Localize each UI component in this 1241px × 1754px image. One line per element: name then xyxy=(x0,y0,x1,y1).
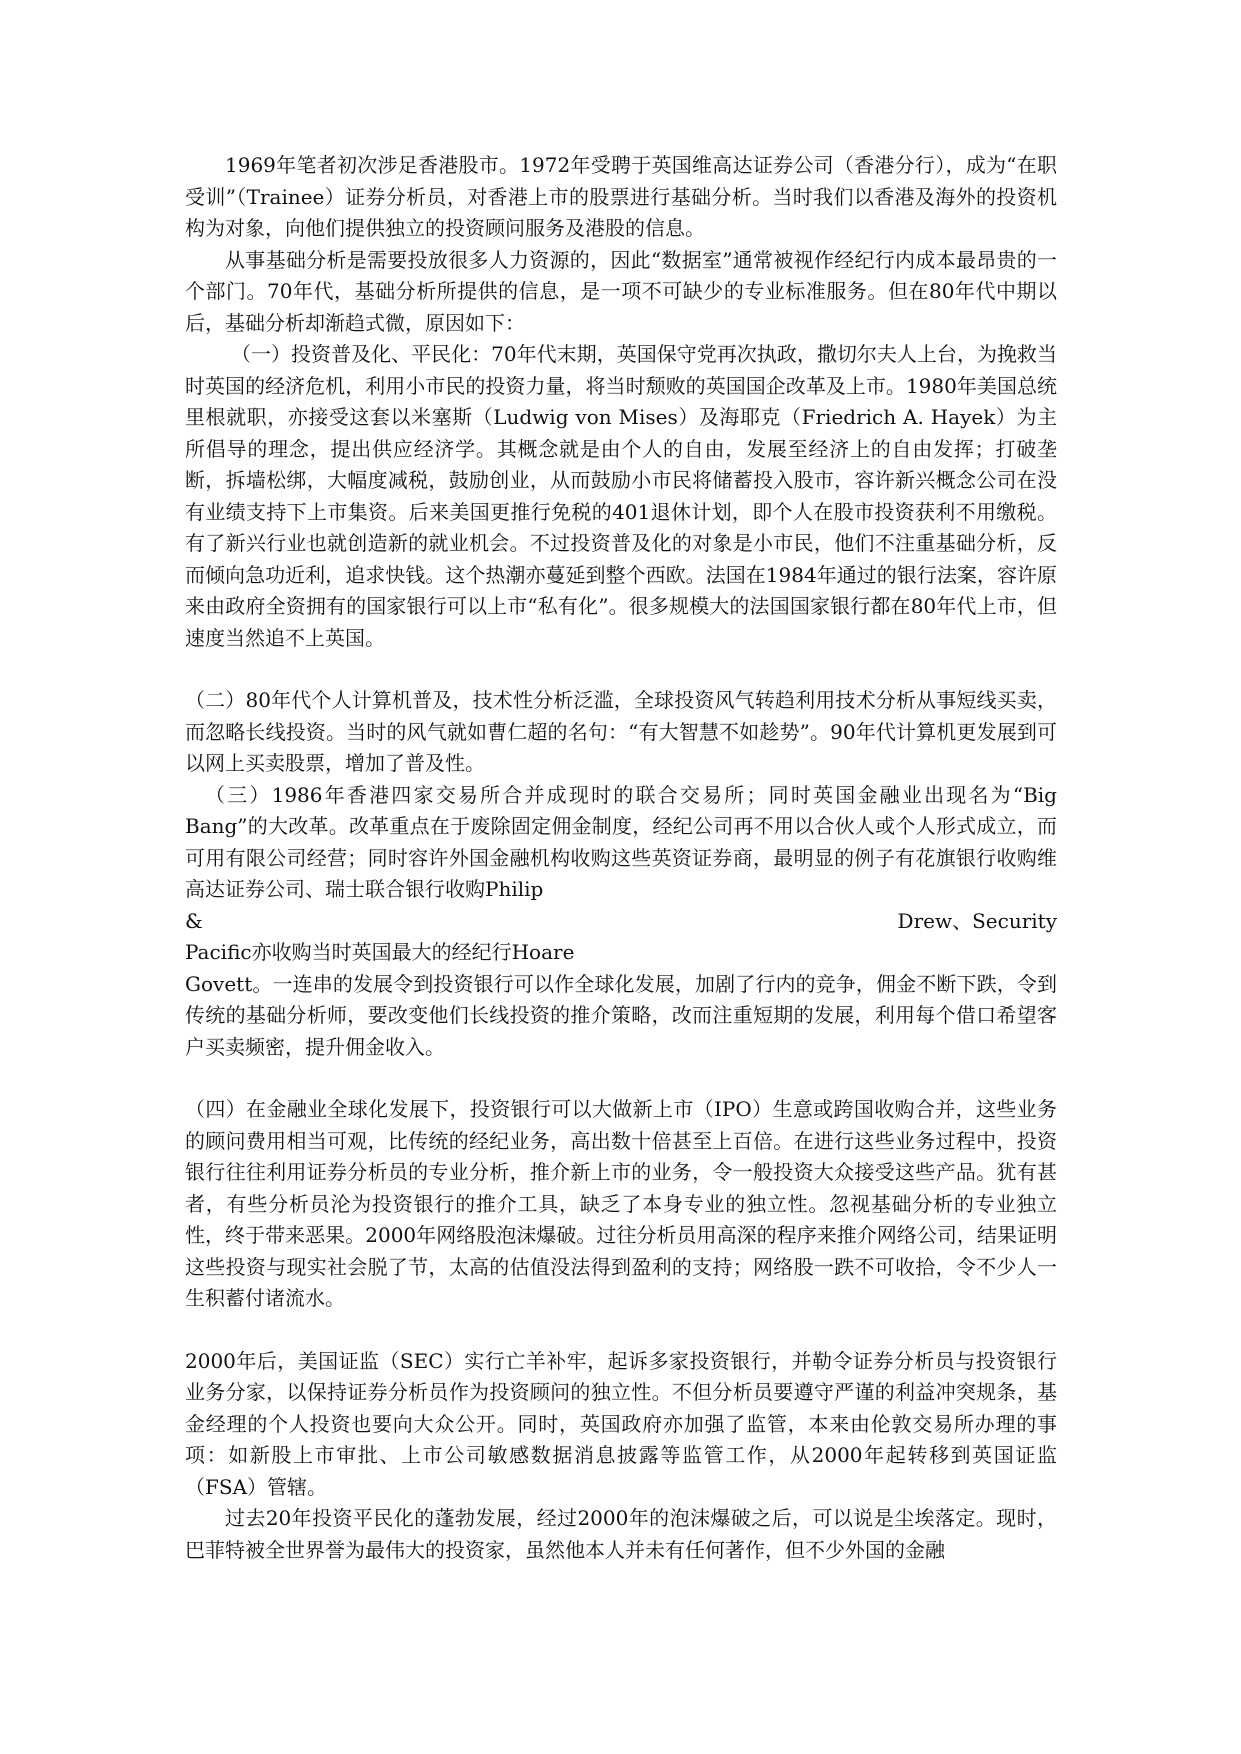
paragraph-6: Govett。一连串的发展令到投资银行可以作全球化发展，加剧了行内的竞争，佣金不断下跌，令到传统的基础分析师，要改变他们长线投资的推介策略，改而注重短期的发展，利用每个借口希望客户买卖频密，提升佣金收入。 xyxy=(185,971,1057,1059)
paragraph-gap xyxy=(185,1063,1057,1094)
company-name-text: Drew、Security xyxy=(897,908,1057,933)
paragraph-gap xyxy=(185,654,1057,685)
paragraph-5: （三）1986年香港四家交易所合并成现时的联合交易所；同时英国金融业出现名为“Big Bang”的大改革。改革重点在于废除固定佣金制度，经纪公司再不用以合伙人或个人形式成立，而可用有限公司经营；同时容许外国金融机构收购这些英资证券商，最明显的例子有花旗银行收购维高达证券公司、瑞士联合银行收购Philip xyxy=(185,782,1057,901)
paragraph-2: 从事基础分析是需要投放很多人力资源的，因此“数据室”通常被视作经纪行内成本最昂贵的一个部门。70年代，基础分析所提供的信息，是一项不可缺少的专业标准服务。但在80年代中期以后，基础分析却渐趋式微，原因如下： xyxy=(185,247,1057,335)
paragraph-1: 1969年笔者初次涉足香港股市。1972年受聘于英国维高达证券公司（香港分行），成为“在职受训”（Trainee）证券分析员，对香港上市的股票进行基础分析。当时我们以香港及海外的投资机构为对象，向他们提供独立的投资顾问服务及港股的信息。 xyxy=(185,153,1057,240)
company-names-line xyxy=(185,906,1057,938)
paragraph-8: 2000年后，美国证监（SEC）实行亡羊补牢，起诉多家投资银行，并勒令证券分析员与投资银行业务分家，以保持证券分析员作为投资顾问的独立性。不但分析员要遵守严谨的利益冲突规条，基金经理的个人投资也要向大众公开。同时，英国政府亦加强了监管，本来由伦敦交易所办理的事项：如新股上市审批、上市公司敏感数据消息披露等监管工作，从2000年起转移到英国证监（FSA）管辖。 xyxy=(185,1348,1057,1499)
paragraph-5-continued: Pacific亦收购当时英国最大的经纪行Hoare xyxy=(185,940,575,964)
paragraph-3: （一）投资普及化、平民化：70年代末期，英国保守党再次执政，撒切尔夫人上台，为挽救当时英国的经济危机，利用小市民的投资力量，将当时颓败的英国国企改革及上市。1980年美国总统里根就职，亦接受这套以米塞斯（Ludwig von Mises）及海耶克（Friedrich A. Hayek）为主所倡导的理念，提出供应经济学。其概念就是由个人的自由，发展至经济上的自由发挥；打破垄断，拆墙松绑，大幅度减税，鼓励创业，从而鼓励小市民将储蓄投入股市，容许新兴概念公司在没有业绩支持下上市集资。后来美国更推行免税的401退休计划，即个人在股市投资获利不用缴税。有了新兴行业也就创造新的就业机会。不过投资普及化的对象是小市民，他们不注重基础分析，反而倾向急功近利，追求快钱。这个热潮亦蔓延到整个西欧。法国在1984年通过的银行法案，容许原来由政府全资拥有的国家银行可以上市“私有化”。很多规模大的法国国家银行都在80年代上市，但速度当然追不上英国。 xyxy=(185,342,1057,650)
paragraph-4: （二）80年代个人计算机普及，技术性分析泛滥，全球投资风气转趋利用技术分析从事短线买卖，而忽略长线投资。当时的风气就如曹仁超的名句：“有大智慧不如趁势”。90年代计算机更发展到可以网上买卖股票，增加了普及性。 xyxy=(185,688,1057,775)
document-page xyxy=(185,150,1057,1566)
paragraph-7: （四）在金融业全球化发展下，投资银行可以大做新上市（IPO）生意或跨国收购合并，这些业务的顾问费用相当可观，比传统的经纪业务，高出数十倍甚至上百倍。在进行这些业务过程中，投资银行往往利用证券分析员的专业分析，推介新上市的业务，令一般投资大众接受这些产品。犹有甚者，有些分析员沦为投资银行的推介工具，缺乏了本身专业的独立性。忽视基础分析的专业独立性，终于带来恶果。2000年网络股泡沫爆破。过往分析员用高深的程序来推介网络公司，结果证明这些投资与现实社会脱了节，太高的估值没法得到盈利的支持；网络股一跌不可收拾，令不少人一生积蓄付诸流水。 xyxy=(185,1097,1057,1310)
ampersand-text: & xyxy=(185,908,203,933)
paragraph-9: 过去20年投资平民化的蓬勃发展，经过2000年的泡沫爆破之后，可以说是尘埃落定。现时，巴菲特被全世界誉为最伟大的投资家，虽然他本人并未有任何著作，但不少外国的金融 xyxy=(185,1506,1057,1562)
paragraph-gap xyxy=(185,1315,1057,1346)
